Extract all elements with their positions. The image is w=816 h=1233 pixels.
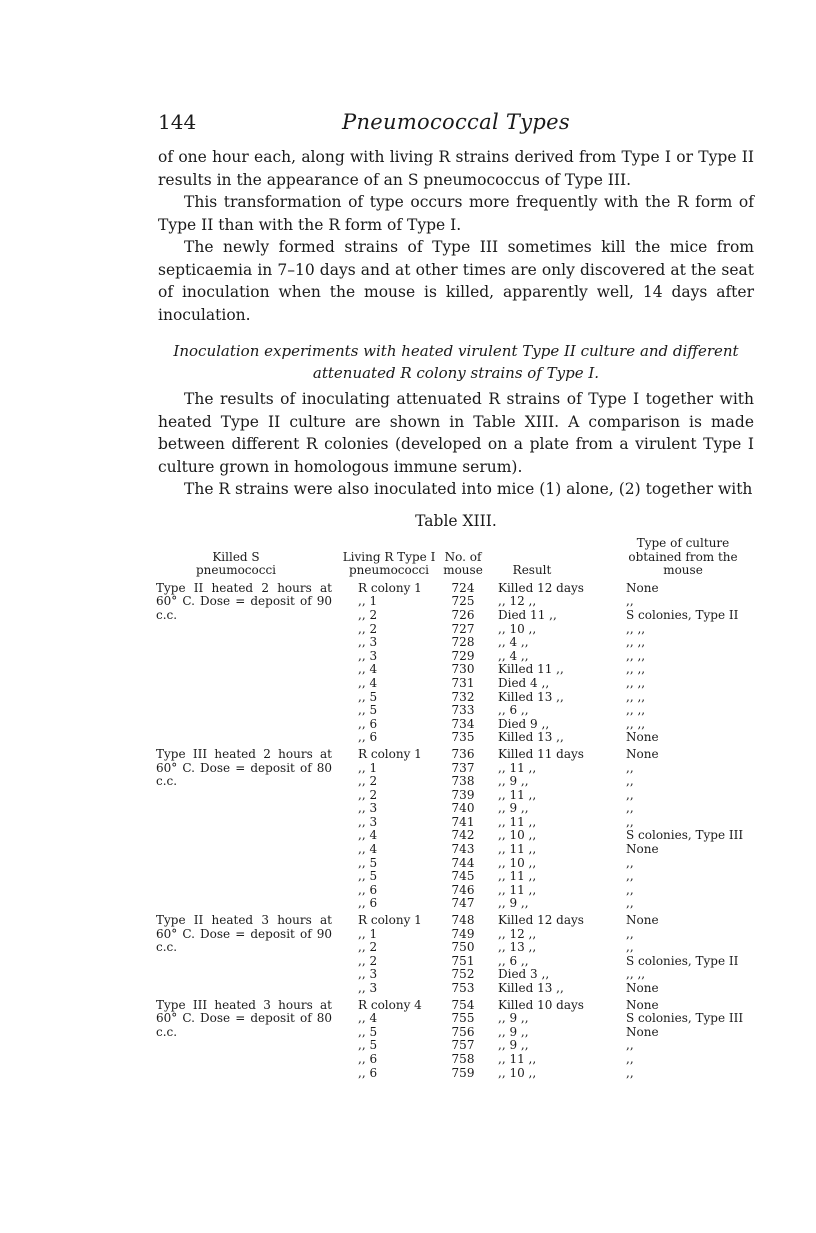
cell-mouse-number: 752: [451, 967, 475, 982]
cell-killed-empty: [156, 636, 336, 650]
cell-living-pneumococci: ,, 1: [358, 926, 378, 941]
cell-result: ,, 13 ,,: [498, 940, 537, 955]
cell-result: Died 3 ,,: [498, 967, 550, 982]
cell-killed-empty: [156, 1067, 336, 1081]
cell-mouse-number: 758: [451, 1051, 475, 1066]
cell-culture-type: ,,: [626, 814, 634, 829]
cell-result: ,, 4 ,,: [498, 648, 529, 663]
cell-result: ,, 11 ,,: [498, 1051, 537, 1066]
results-table: [156, 537, 756, 1080]
table-row: [156, 870, 756, 884]
cell-mouse-number: 757: [451, 1038, 475, 1053]
header-result: Result: [512, 563, 552, 578]
cell-killed-empty: [156, 1053, 336, 1067]
cell-mouse-number: 743: [451, 842, 475, 857]
cell-living-pneumococci: ,, 6: [358, 896, 378, 911]
cell-mouse-number: 754: [451, 997, 475, 1012]
table-row: [156, 718, 756, 732]
cell-killed-empty: [156, 789, 336, 803]
cell-culture-type: ,,: [626, 774, 634, 789]
cell-result: ,, 4 ,,: [498, 635, 529, 650]
cell-living-pneumococci: ,, 4: [358, 1011, 378, 1026]
cell-culture-type: ,, ,,: [626, 967, 646, 982]
cell-mouse-number: 741: [451, 814, 475, 829]
cell-mouse-number: 729: [451, 648, 475, 663]
cell-culture-type: ,,: [626, 787, 634, 802]
cell-result: ,, 10 ,,: [498, 1065, 537, 1080]
cell-culture-type: S colonies, Type II: [626, 953, 739, 968]
table-row: [156, 663, 756, 677]
cell-killed-empty: [156, 897, 336, 911]
cell-mouse-number: 736: [451, 746, 475, 761]
body-text-bottom: [158, 388, 754, 501]
cell-result: Killed 12 days: [498, 913, 584, 928]
table-row: [156, 911, 756, 928]
cell-result: ,, 10 ,,: [498, 828, 537, 843]
cell-culture-type: ,,: [626, 1051, 634, 1066]
cell-culture-type: ,, ,,: [626, 635, 646, 650]
cell-culture-type: ,,: [626, 896, 634, 911]
cell-mouse-number: 746: [451, 882, 475, 897]
paragraph: This transformation of type occurs more frequently with the R form of Type II than with the R form of Type I.: [158, 193, 754, 234]
running-title: Pneumococcal Types: [342, 110, 570, 134]
cell-result: ,, 10 ,,: [498, 621, 537, 636]
cell-killed-empty: [156, 843, 336, 857]
cell-result: ,, 11 ,,: [498, 760, 537, 775]
cell-culture-type: ,,: [626, 869, 634, 884]
cell-killed-empty: [156, 623, 336, 637]
cell-result: ,, 9 ,,: [498, 774, 529, 789]
cell-culture-type: None: [626, 730, 659, 745]
cell-culture-type: None: [626, 842, 659, 857]
header-killed: Killed S pneumococci: [195, 549, 277, 578]
cell-culture-type: ,, ,,: [626, 621, 646, 636]
header-mouse: No. of mouse: [443, 549, 483, 578]
cell-living-pneumococci: ,, 3: [358, 967, 378, 982]
cell-culture-type: ,, ,,: [626, 689, 646, 704]
cell-result: ,, 11 ,,: [498, 882, 537, 897]
cell-killed-empty: [156, 691, 336, 705]
table-row: [156, 731, 756, 745]
cell-mouse-number: 747: [451, 896, 475, 911]
cell-culture-type: None: [626, 746, 659, 761]
cell-living-pneumococci: ,, 4: [358, 675, 378, 690]
cell-result: Killed 12 days: [498, 580, 584, 595]
cell-living-pneumococci: ,, 2: [358, 787, 378, 802]
cell-culture-type: ,,: [626, 594, 634, 609]
cell-result: Killed 11 ,,: [498, 662, 564, 677]
cell-culture-type: ,,: [626, 940, 634, 955]
cell-mouse-number: 735: [451, 730, 475, 745]
cell-killed-empty: [156, 857, 336, 871]
cell-result: ,, 6 ,,: [498, 953, 529, 968]
table-row: [156, 623, 756, 637]
cell-result: Killed 13 ,,: [498, 730, 564, 745]
cell-living-pneumococci: ,, 5: [358, 703, 378, 718]
cell-mouse-number: 733: [451, 703, 475, 718]
cell-living-pneumococci: ,, 2: [358, 607, 378, 622]
table-row: [156, 745, 756, 762]
cell-culture-type: None: [626, 981, 659, 995]
cell-living-pneumococci: ,, 6: [358, 730, 378, 745]
cell-living-pneumococci: ,, 3: [358, 635, 378, 650]
cell-culture-type: ,, ,,: [626, 662, 646, 677]
cell-living-pneumococci: ,, 4: [358, 828, 378, 843]
cell-living-pneumococci: ,, 4: [358, 662, 378, 677]
cell-living-pneumococci: ,, 6: [358, 1065, 378, 1080]
table-row: [156, 857, 756, 871]
table-row: [156, 816, 756, 830]
cell-living-pneumococci: ,, 6: [358, 1051, 378, 1066]
table-row: [156, 996, 756, 1013]
cell-mouse-number: 725: [451, 594, 475, 609]
cell-result: ,, 11 ,,: [498, 814, 537, 829]
table-caption: Table XIII.: [415, 512, 497, 530]
cell-living-pneumococci: ,, 2: [358, 774, 378, 789]
cell-culture-type: ,, ,,: [626, 648, 646, 663]
cell-mouse-number: 745: [451, 869, 475, 884]
cell-mouse-number: 750: [451, 940, 475, 955]
cell-killed-pneumococci: Type III heated 3 hours at 60° C. Dose = deposit of 80 c.c.: [156, 997, 332, 1039]
cell-result: Killed 11 days: [498, 746, 584, 761]
cell-mouse-number: 732: [451, 689, 475, 704]
cell-killed-pneumococci: Type II heated 2 hours at 60° C. Dose = deposit of 90 c.c.: [156, 580, 332, 622]
cell-result: ,, 11 ,,: [498, 869, 537, 884]
table-row: [156, 789, 756, 803]
cell-killed-empty: [156, 884, 336, 898]
cell-killed-empty: [156, 1039, 336, 1053]
page-number: 144: [158, 110, 197, 134]
cell-culture-type: None: [626, 580, 659, 595]
cell-mouse-number: 727: [451, 621, 475, 636]
cell-killed-empty: [156, 704, 336, 718]
cell-living-pneumococci: R colony 4: [358, 997, 422, 1012]
cell-culture-type: ,, ,,: [626, 703, 646, 718]
table-row: [156, 897, 756, 911]
cell-mouse-number: 742: [451, 828, 475, 843]
table-row: [156, 843, 756, 857]
cell-culture-type: ,, ,,: [626, 716, 646, 731]
cell-culture-type: ,,: [626, 760, 634, 775]
table-row: [156, 582, 756, 596]
table-body: [156, 582, 756, 1080]
paragraph: The newly formed strains of Type III sometimes kill the mice from septicaemia in 7–10 days and at other times are only discovered at the seat of inoculation when the mouse is killed, apparently well, 14 days after inoculation.: [158, 238, 754, 324]
cell-living-pneumococci: ,, 3: [358, 648, 378, 663]
cell-mouse-number: 730: [451, 662, 475, 677]
cell-killed-empty: [156, 968, 336, 982]
cell-result: ,, 10 ,,: [498, 855, 537, 870]
page-header: [158, 110, 754, 142]
table-row: [156, 802, 756, 816]
cell-mouse-number: 751: [451, 953, 475, 968]
cell-living-pneumococci: ,, 2: [358, 621, 378, 636]
cell-mouse-number: 724: [451, 580, 475, 595]
cell-result: ,, 12 ,,: [498, 594, 537, 609]
cell-result: ,, 9 ,,: [498, 1024, 529, 1039]
cell-culture-type: None: [626, 913, 659, 928]
cell-living-pneumococci: ,, 2: [358, 940, 378, 955]
cell-living-pneumococci: ,, 3: [358, 801, 378, 816]
cell-result: ,, 6 ,,: [498, 703, 529, 718]
cell-mouse-number: 759: [451, 1065, 475, 1080]
cell-living-pneumococci: ,, 3: [358, 981, 378, 995]
table-row: [156, 677, 756, 691]
paragraph: of one hour each, along with living R strains derived from Type I or Type II results in the appearance of an S pneumococcus of Type III.: [158, 148, 754, 189]
header-living: Living R Type I pneumococci: [342, 549, 436, 578]
table-header-row: [156, 537, 756, 582]
cell-living-pneumococci: ,, 5: [358, 1024, 378, 1039]
cell-mouse-number: 728: [451, 635, 475, 650]
cell-result: ,, 9 ,,: [498, 1038, 529, 1053]
cell-result: Killed 13 ,,: [498, 981, 564, 995]
table-row: [156, 704, 756, 718]
cell-mouse-number: 734: [451, 716, 475, 731]
cell-mouse-number: 726: [451, 607, 475, 622]
cell-living-pneumococci: ,, 5: [358, 869, 378, 884]
cell-culture-type: S colonies, Type III: [626, 828, 744, 843]
cell-result: ,, 11 ,,: [498, 842, 537, 857]
cell-killed-pneumococci: Type II heated 3 hours at 60° C. Dose = deposit of 90 c.c.: [156, 913, 332, 955]
cell-result: ,, 11 ,,: [498, 787, 537, 802]
cell-result: ,, 9 ,,: [498, 1011, 529, 1026]
cell-killed-pneumococci: Type III heated 2 hours at 60° C. Dose = deposit of 80 c.c.: [156, 746, 332, 789]
cell-culture-type: ,,: [626, 1038, 634, 1053]
cell-killed-empty: [156, 677, 336, 691]
cell-mouse-number: 744: [451, 855, 475, 870]
table-row: [156, 1039, 756, 1053]
cell-mouse-number: 737: [451, 760, 475, 775]
cell-killed-empty: [156, 718, 336, 732]
cell-mouse-number: 739: [451, 787, 475, 802]
table-row: [156, 829, 756, 843]
cell-result: ,, 9 ,,: [498, 896, 529, 911]
cell-living-pneumococci: ,, 1: [358, 594, 378, 609]
cell-result: Died 4 ,,: [498, 675, 550, 690]
cell-culture-type: None: [626, 997, 659, 1012]
cell-culture-type: ,,: [626, 801, 634, 816]
paragraph: The R strains were also inoculated into mice (1) alone, (2) together with: [184, 480, 753, 498]
cell-culture-type: ,, ,,: [626, 675, 646, 690]
cell-living-pneumococci: R colony 1: [358, 580, 422, 595]
table-row: [156, 955, 756, 969]
cell-living-pneumococci: ,, 1: [358, 760, 378, 775]
table-row: [156, 982, 756, 996]
cell-culture-type: ,,: [626, 855, 634, 870]
cell-culture-type: S colonies, Type III: [626, 1011, 744, 1026]
cell-living-pneumococci: ,, 6: [358, 716, 378, 731]
cell-killed-empty: [156, 829, 336, 843]
table-row: [156, 968, 756, 982]
cell-mouse-number: 731: [451, 675, 475, 690]
table-row: [156, 1053, 756, 1067]
cell-culture-type: ,,: [626, 882, 634, 897]
cell-killed-empty: [156, 870, 336, 884]
cell-culture-type: None: [626, 1024, 659, 1039]
cell-killed-empty: [156, 982, 336, 996]
cell-result: Died 9 ,,: [498, 716, 550, 731]
cell-result: Died 11 ,,: [498, 607, 557, 622]
cell-mouse-number: 749: [451, 926, 475, 941]
header-type: Type of culture obtained from the mouse: [628, 536, 738, 578]
cell-culture-type: S colonies, Type II: [626, 607, 739, 622]
cell-killed-empty: [156, 955, 336, 969]
cell-living-pneumococci: ,, 2: [358, 953, 378, 968]
cell-living-pneumococci: R colony 1: [358, 746, 422, 761]
cell-mouse-number: 748: [451, 913, 475, 928]
cell-culture-type: ,,: [626, 926, 634, 941]
cell-killed-empty: [156, 663, 336, 677]
cell-result: ,, 9 ,,: [498, 801, 529, 816]
cell-killed-empty: [156, 650, 336, 664]
table-row: [156, 884, 756, 898]
cell-mouse-number: 753: [451, 981, 475, 995]
cell-result: Killed 10 days: [498, 997, 584, 1012]
body-text-top: [158, 146, 754, 326]
cell-living-pneumococci: ,, 5: [358, 1038, 378, 1053]
cell-culture-type: ,,: [626, 1065, 634, 1080]
cell-mouse-number: 755: [451, 1011, 475, 1026]
cell-killed-empty: [156, 816, 336, 830]
table-row: [156, 636, 756, 650]
section-heading: Inoculation experiments with heated virulent Type II culture and different attenuated R colony strains of Type I.: [173, 342, 739, 382]
table-row: [156, 650, 756, 664]
cell-mouse-number: 738: [451, 774, 475, 789]
cell-killed-empty: [156, 731, 336, 745]
cell-result: ,, 12 ,,: [498, 926, 537, 941]
cell-mouse-number: 740: [451, 801, 475, 816]
cell-living-pneumococci: ,, 3: [358, 814, 378, 829]
cell-living-pneumococci: ,, 6: [358, 882, 378, 897]
paragraph: The results of inoculating attenuated R strains of Type I together with heated Type II culture are shown in Table XIII. A comparison is made between different R colonies (developed on a plate from a virulent Type I culture grown in homologous immune serum).: [158, 390, 754, 476]
cell-result: Killed 13 ,,: [498, 689, 564, 704]
table-row: [156, 691, 756, 705]
cell-mouse-number: 756: [451, 1024, 475, 1039]
cell-living-pneumococci: ,, 5: [358, 855, 378, 870]
cell-living-pneumococci: R colony 1: [358, 913, 422, 928]
cell-living-pneumococci: ,, 4: [358, 842, 378, 857]
table-row: [156, 1067, 756, 1081]
cell-living-pneumococci: ,, 5: [358, 689, 378, 704]
cell-killed-empty: [156, 802, 336, 816]
